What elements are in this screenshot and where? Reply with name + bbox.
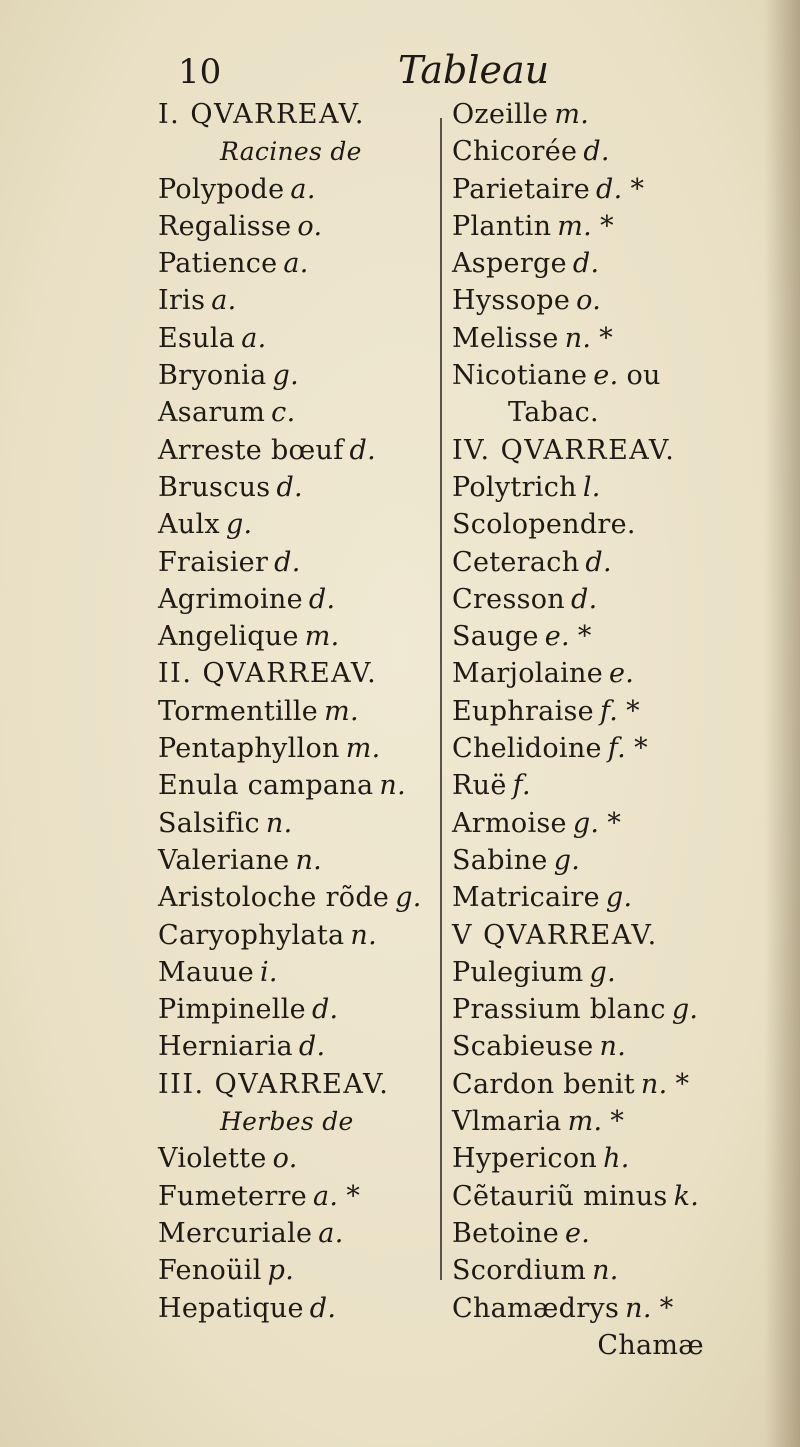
entry-text: Tormentille — [158, 695, 319, 727]
left-column — [158, 96, 438, 1327]
plant-entry — [158, 171, 438, 208]
plant-entry — [452, 1252, 772, 1289]
location-mark: o. — [297, 210, 323, 242]
location-mark: h. — [603, 1143, 630, 1175]
entry-text: Ruë — [452, 770, 507, 802]
plant-entry — [158, 879, 438, 916]
entry-text: Armoise — [452, 807, 567, 839]
location-mark: d. — [309, 1292, 337, 1324]
location-mark: g. — [553, 844, 581, 876]
plant-entry — [452, 581, 772, 618]
entry-text: Tabac. — [508, 397, 599, 429]
plant-entry — [452, 245, 772, 282]
entry-text: Ozeille — [452, 99, 549, 130]
location-mark: d. — [298, 1031, 326, 1063]
plant-entry — [452, 469, 772, 506]
entry-annotation: * — [659, 1292, 674, 1324]
entry-text: Bruscus — [158, 471, 271, 503]
section-heading — [158, 1066, 438, 1103]
location-mark: d. — [311, 994, 339, 1026]
plant-entry — [452, 618, 772, 655]
plant-entry — [452, 1215, 772, 1252]
entry-text: I. QVARREAV. — [158, 99, 366, 130]
location-mark: f. — [512, 770, 531, 802]
location-mark: g. — [589, 956, 616, 988]
location-mark: p. — [267, 1255, 295, 1287]
location-mark: d. — [583, 136, 610, 168]
plant-entry — [158, 767, 438, 804]
plant-entry — [158, 730, 438, 767]
plant-entry — [452, 1140, 772, 1177]
entry-text: IV. QVARREAV. — [452, 434, 676, 466]
plant-entry — [158, 1215, 438, 1252]
location-mark: a. — [290, 173, 316, 205]
plant-entry — [452, 282, 772, 319]
entry-text: Pulegium — [452, 956, 584, 988]
location-mark: m. — [557, 210, 593, 242]
entry-text: Scordium — [452, 1255, 587, 1287]
location-mark: l. — [582, 471, 601, 503]
plant-entry — [158, 1178, 438, 1215]
location-mark: f. — [607, 733, 627, 765]
entry-annotation: * — [634, 733, 648, 765]
location-mark: g. — [272, 360, 299, 392]
entry-text: Vlmaria — [452, 1106, 562, 1138]
plant-entry — [158, 432, 438, 469]
location-mark: d. — [585, 546, 612, 578]
entry-text: Agrimoine — [158, 583, 303, 615]
location-mark: d. — [349, 434, 376, 466]
entry-text: Fumeterre — [158, 1180, 308, 1212]
entry-text: Polytrich — [452, 471, 577, 503]
location-mark: a. — [211, 285, 237, 317]
plant-entry — [158, 805, 438, 842]
location-mark: e. — [593, 360, 619, 392]
location-mark: a. — [283, 248, 309, 280]
entry-text: Violette — [158, 1143, 267, 1175]
plant-entry — [158, 1028, 438, 1065]
plant-entry — [158, 1140, 438, 1177]
entry-text: Esula — [158, 322, 236, 354]
entry-text: Betoine — [452, 1217, 560, 1249]
entry-text: Matricaire — [452, 882, 600, 914]
entry-text: Polypode — [158, 173, 285, 205]
entry-text: Regalisse — [158, 210, 292, 242]
section-heading — [158, 96, 438, 133]
plant-entry — [452, 954, 772, 991]
entry-text: Mercuriale — [158, 1217, 313, 1249]
location-mark: o. — [576, 285, 602, 317]
running-title: Tableau — [398, 48, 550, 92]
plant-entry — [158, 842, 438, 879]
location-mark: n. — [350, 919, 377, 951]
location-mark: m. — [567, 1106, 603, 1138]
plant-entry — [158, 394, 438, 431]
location-mark: e. — [609, 658, 635, 690]
plant-entry — [452, 1290, 772, 1327]
entry-text: Marjolaine — [452, 658, 604, 690]
entry-text: Asperge — [452, 248, 567, 280]
location-mark: d. — [308, 583, 336, 615]
plant-entry — [452, 767, 772, 804]
plant-entry — [158, 954, 438, 991]
plant-entry — [452, 320, 772, 357]
location-mark: m. — [345, 733, 381, 765]
entry-text: Aulx — [158, 509, 220, 541]
plant-entry — [158, 693, 438, 730]
location-mark: f. — [599, 695, 619, 727]
entry-text: Angelique — [158, 621, 299, 653]
location-mark: g. — [605, 882, 633, 914]
entry-annotation: ou — [626, 360, 661, 392]
entry-annotation: * — [599, 322, 614, 354]
location-mark: n. — [640, 1068, 668, 1100]
entry-text: Sabine — [452, 844, 548, 876]
entry-text: Iris — [158, 285, 206, 317]
entry-text: Melisse — [452, 322, 559, 354]
entry-text: Cardon benit — [452, 1068, 635, 1100]
plant-entry — [158, 320, 438, 357]
plant-entry — [158, 581, 438, 618]
entry-annotation: * — [675, 1068, 690, 1100]
entry-text: Pentaphyllon — [158, 733, 340, 765]
entry-text: Fraisier — [158, 546, 269, 578]
location-mark: g. — [225, 509, 253, 541]
plant-entry — [452, 1028, 772, 1065]
entry-text: Arreste bœuf — [158, 434, 344, 466]
plant-entry — [452, 171, 772, 208]
plant-entry — [158, 469, 438, 506]
entry-text: Pimpinelle — [158, 994, 306, 1026]
plant-entry — [452, 208, 772, 245]
plant-entry — [158, 282, 438, 319]
plant-entry — [158, 544, 438, 581]
page-header — [178, 48, 598, 98]
plant-entry — [452, 991, 772, 1028]
entry-text: Chamædrys — [452, 1292, 620, 1324]
entry-text: II. QVARREAV. — [158, 658, 378, 690]
location-mark: g. — [671, 994, 699, 1026]
location-mark: i. — [260, 956, 278, 988]
plant-entry — [158, 208, 438, 245]
entry-text: Cẽtauriũ minus — [452, 1180, 668, 1212]
entry-text: Bryonia — [158, 360, 267, 392]
entry-text: Herbes de — [220, 1107, 354, 1137]
location-mark: a. — [241, 322, 267, 354]
column-divider — [440, 118, 442, 1280]
plant-entry — [452, 133, 772, 170]
entry-text: Fenoüil — [158, 1255, 262, 1287]
location-mark: m. — [304, 621, 340, 653]
entry-annotation: * — [600, 210, 614, 242]
location-mark: n. — [592, 1255, 619, 1287]
entry-text: Euphraise — [452, 695, 594, 727]
entry-text: Patience — [158, 248, 278, 280]
entry-text: Salsific — [158, 807, 260, 839]
plant-entry — [452, 879, 772, 916]
plant-entry — [158, 506, 438, 543]
entry-text: Racines de — [220, 137, 362, 167]
entry-text: Scabieuse — [452, 1031, 594, 1063]
plant-entry — [452, 506, 772, 543]
location-mark: a. — [313, 1180, 339, 1212]
plant-entry — [158, 357, 438, 394]
location-mark: n. — [379, 770, 406, 802]
entry-text: Ceterach — [452, 546, 580, 578]
entry-text: Caryophylata — [158, 919, 345, 951]
entry-text: Asarum — [158, 397, 266, 429]
location-mark: n. — [265, 807, 293, 839]
entry-text: Hypericon — [452, 1143, 598, 1175]
entry-text: Hepatique — [158, 1292, 304, 1324]
location-mark: n. — [625, 1292, 652, 1324]
entry-text: Plantin — [452, 210, 552, 242]
entry-annotation: * — [577, 621, 592, 653]
right-column — [452, 96, 772, 1364]
plant-entry — [452, 805, 772, 842]
location-mark: n. — [564, 322, 592, 354]
location-mark: n. — [599, 1031, 627, 1063]
section-heading — [158, 655, 438, 692]
plant-entry — [452, 730, 772, 767]
section-heading — [452, 917, 772, 954]
entry-continuation — [452, 394, 772, 431]
location-mark: d. — [274, 546, 301, 578]
page-number: 10 — [178, 52, 222, 92]
location-mark: g. — [572, 807, 600, 839]
entry-text: Cresson — [452, 583, 566, 615]
location-mark: g. — [395, 882, 422, 914]
entry-text: Hyssope — [452, 285, 571, 317]
entry-text: Aristoloche rõde — [158, 882, 390, 914]
plant-entry — [452, 693, 772, 730]
entry-text: Scolopendre. — [452, 509, 636, 541]
section-subheading — [158, 133, 438, 170]
entry-text: Chamæ — [597, 1329, 704, 1361]
plant-entry — [452, 655, 772, 692]
location-mark: m. — [554, 99, 590, 130]
plant-entry — [452, 1178, 772, 1215]
entry-text: Enula campana — [158, 770, 374, 802]
entry-text: Mauue — [158, 956, 254, 988]
entry-text: Sauge — [452, 621, 539, 653]
location-mark: e. — [565, 1217, 591, 1249]
catchword — [452, 1327, 772, 1364]
section-subheading — [158, 1103, 438, 1140]
entry-text: Prassium blanc — [452, 994, 666, 1026]
entry-text: Herniaria — [158, 1031, 293, 1063]
location-mark: d. — [572, 248, 600, 280]
plant-entry — [158, 991, 438, 1028]
plant-entry — [452, 544, 772, 581]
entry-text: III. QVARREAV. — [158, 1068, 390, 1100]
plant-entry — [452, 1103, 772, 1140]
plant-entry — [158, 618, 438, 655]
entry-annotation: * — [626, 695, 640, 727]
entry-text: Chicorée — [452, 136, 578, 168]
location-mark: a. — [318, 1217, 344, 1249]
location-mark: d. — [276, 471, 303, 503]
entry-text: V QVARREAV. — [452, 919, 658, 951]
plant-entry — [452, 1066, 772, 1103]
entry-annotation: * — [346, 1180, 361, 1212]
location-mark: m. — [324, 695, 359, 727]
entry-text: Chelidoine — [452, 733, 602, 765]
entry-annotation: * — [630, 173, 645, 205]
plant-entry — [158, 1290, 438, 1327]
location-mark: d. — [596, 173, 623, 205]
plant-entry — [158, 1252, 438, 1289]
location-mark: e. — [544, 621, 570, 653]
location-mark: o. — [272, 1143, 298, 1175]
entry-annotation: * — [610, 1106, 625, 1138]
location-mark: d. — [571, 583, 598, 615]
plant-entry — [158, 245, 438, 282]
location-mark: c. — [271, 397, 296, 429]
entry-text: Valeriane — [158, 844, 290, 876]
entry-text: Parietaire — [452, 173, 591, 205]
plant-entry — [158, 917, 438, 954]
location-mark: n. — [295, 844, 323, 876]
entry-annotation: * — [607, 807, 622, 839]
entry-text: Nicotiane — [452, 360, 588, 392]
location-mark: k. — [673, 1180, 700, 1212]
plant-entry — [452, 96, 772, 133]
section-heading — [452, 432, 772, 469]
plant-entry — [452, 357, 772, 394]
plant-entry — [452, 842, 772, 879]
